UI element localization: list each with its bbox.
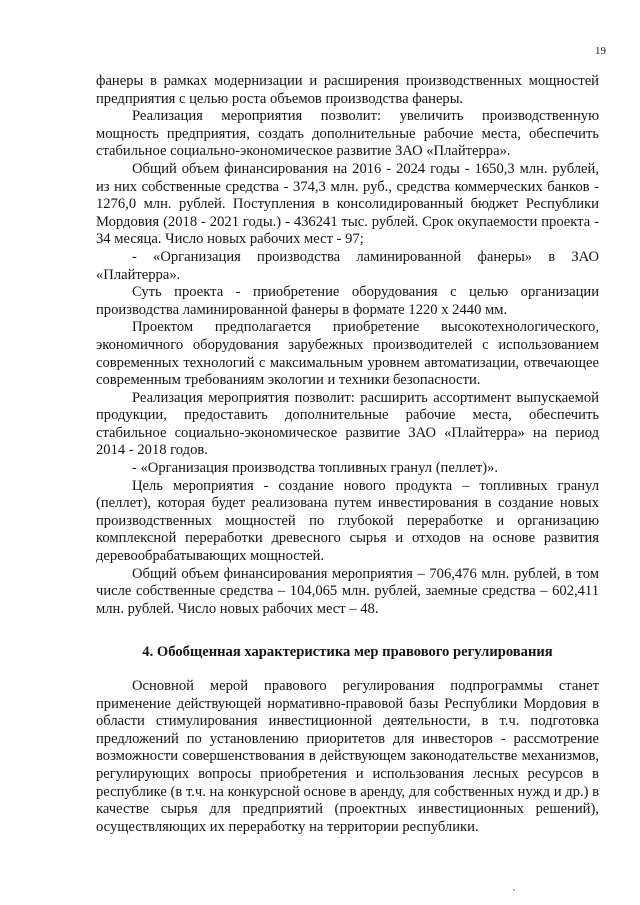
paragraph-4: - «Организация производства ламинированной фанеры» в ЗАО «Плайтерра».	[96, 248, 599, 283]
section-body-text	[96, 678, 599, 836]
scan-mark	[513, 889, 515, 891]
paragraph-5: Суть проекта - приобретение оборудования с целью организации производства ламинированной фанеры в формате 1220 х 2440 мм.	[96, 284, 599, 318]
section-paragraph: Основной мерой правового регулирования подпрограммы станет применение действующей нормативно-правовой базы Республики Мордовия в области стимулирования инвестиционной деятельности, в т.ч. подготовка предложений по установлению приоритетов для инвесторов - рассмотрение возможности совершенствования в действующем законодательстве механизмов, регулирующих вопросы приобретения и использования лесных ресурсов в республике (в т.ч. на конкурсной основе в аренду, для собственных нужд и др.) в качестве сырья для предприятий (проектных инвестиционных решений), осуществляющих их переработку на территории республики.	[96, 678, 599, 835]
paragraph-9: Цель мероприятия - создание нового продукта – топливных гранул (пеллет), которая будет реализована путем инвестирования в создание новых производственных мощностей по глубокой переработке и организацию комплексной переработки древесного сырья и отходов на основе развития деревообрабатывающих мощностей.	[96, 477, 599, 565]
paragraph-8: - «Организация производства топливных гранул (пеллет)».	[132, 460, 499, 477]
paragraph-3: Общий объем финансирования на 2016 - 2024 годы - 1650,3 млн. рублей, из них собственные средства - 374,3 млн. руб., средства коммерческих банков - 1276,0 млн. рублей. Поступления в консолидированный бюджет Республики Мордовия (2018 - 2021 годы.) - 436241 тыс. рублей. Срок окупаемости проекта - 34 месяца. Число новых рабочих мест - 97;	[96, 160, 599, 248]
paragraph-6: Проектом предполагается приобретение высокотехнологического, экономичного оборудования зарубежных производителей с использованием современных технологий с максимальным уровнем автоматизации, отвечающее современным требованиям экологии и техники безопасности.	[96, 319, 599, 389]
section-heading: 4. Обобщенная характеристика мер правового регулирования	[142, 644, 553, 660]
paragraph-10: Общий объем финансирования мероприятия – 706,476 млн. рублей, в том числе собственные средства – 104,065 млн. рублей, заемные средства – 602,411 млн. рублей. Число новых рабочих мест – 48.	[96, 565, 599, 617]
paragraph-1: фанеры в рамках модернизации и расширения производственных мощностей предприятия с целью роста объемов производства фанеры.	[96, 73, 599, 107]
page-number: 19	[595, 45, 606, 57]
body-text	[96, 73, 599, 618]
paragraph-2: Реализация мероприятия позволит: увеличить производственную мощность предприятия, создать дополнительные рабочие места, обеспечить стабильное социально-экономическое развитие ЗАО «Плайтерра».	[96, 108, 599, 160]
paragraph-7: Реализация мероприятия позволит: расширить ассортимент выпускаемой продукции, предоставить дополнительные рабочие места, обеспечить стабильное социально-экономическое развитие ЗАО «Плайтерра» на период 2014 - 2018 годов.	[96, 389, 599, 459]
